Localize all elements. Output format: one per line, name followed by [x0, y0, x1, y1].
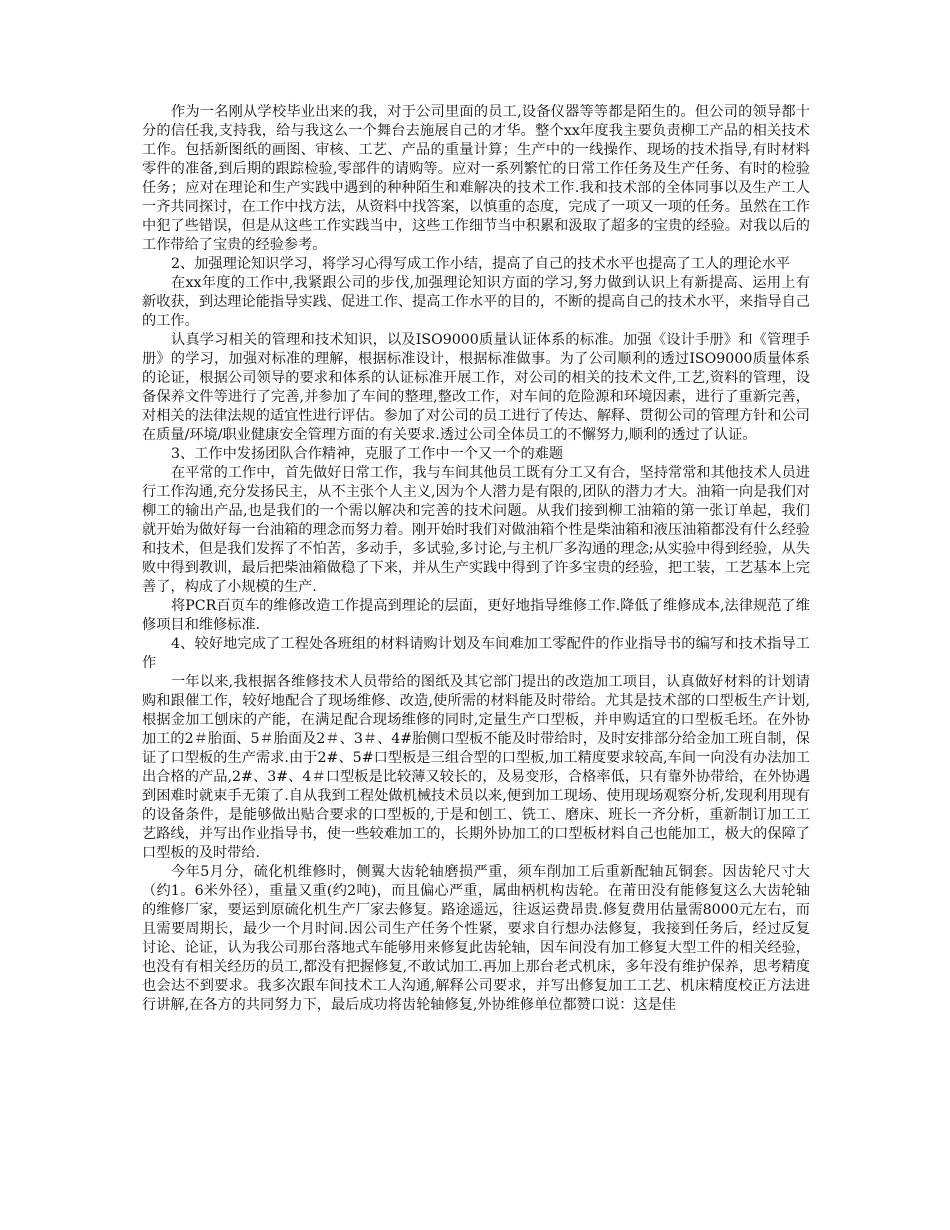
intro-paragraph: 作为一名刚从学校毕业出来的我，对于公司里面的员工,设备仪器等等都是陌生的。但公司的领导都十分的信任我,支持我，给与我这么一个舞台去施展自己的才华。整个xx年度我主要负责柳工产品的相关技术工作。包括新图纸的画图、审核、工艺、产品的重量计算；生产中的一线操作、现场的技术指导,有时材料零件的准备,到后期的跟踪检验,零部件的请购等。应对一系列繁忙的日常工作任务及生产任务、有时的检验任务；应对在理论和生产实践中遇到的种种陌生和难解决的技术工作.我和技术部的全体同事以及生产工人一齐共同探讨，在工作中找方法，从资料中找答案，以慎重的态度，完成了一项又一项的任务。虽然在工作中犯了些错误，但是从这些工作实践当中，这些工作细节当中积累和汲取了超多的宝贵的经验。对我以后的工作带给了宝贵的经验参考。 [142, 104, 810, 253]
teamwork-paragraph: 在平常的工作中，首先做好日常工作，我与车间其他员工既有分工又有合，坚持常常和其他技术人员进行工作沟通,充分发扬民主，从不主张个人主义,因为个人潜力是有限的,团队的潜力才大。油箱一向是我们对柳工的输出产品,也是我们的一个需以解决和完善的技术问题。从我们接到柳工油箱的第一张订单起，我们就开始为做好每一台油箱的理念而努力着。刚开始时我们对做油箱个性是柴油箱和液压油箱都没有什么经验和技术，但是我们发挥了不怕苦，多动手，多试验,多讨论,与主机厂多沟通的理念;从实验中得到经验，从失败中得到教训，最后把柴油箱做稳了下来，并从生产实践中得到了许多宝贵的经验，把工装，工艺基本上完善了，构成了小规模的生产. [142, 465, 810, 595]
document-body [142, 103, 810, 1015]
procurement-paragraph: 一年以来,我根据各维修技术人员带给的图纸及其它部门提出的改造加工项目，认真做好材料的计划请购和跟催工作，较好地配合了现场维修、改造,使所需的材料能及时带给。尤其是技术部的口型板生产计划,根据金加工刨床的产能，在满足配合现场维修的同时,定量生产口型板，并申购适宜的口型板毛坯。在外协加工的2＃胎面、5＃胎面及2＃、3＃、4#胎侧口型板不能及时带给时，及时安排部分给金加工班自制，保证了口型板的生产需求.由于2#、5#口型板是三组合型的口型板,加工精度要求较高,车间一向没有办法加工出合格的产品,2#、3#、4＃口型板是比较薄又较长的，及易变形，合格率低，只有靠外协带给，在外协遇到困难时就束手无策了.自从我到工程处做机械技术员以来,便到加工现场、使用现场观察分析,发现利用现有的设备条件，是能够做出贴合要求的口型板的,于是和刨工、铣工、磨床、班长一齐分析，重新制订加工工艺路线，并写出作业指导书，使一些较难加工的，长期外协加工的口型板材料自己也能加工，极大的保障了口型板的及时带给. [142, 674, 810, 861]
gear-repair-paragraph: 今年5月分，硫化机维修时，侧翼大齿轮轴磨损严重，须车削加工后重新配轴瓦铜套。因齿轮尺寸大（约1。6米外径），重量又重(约2吨)，而且偏心严重，属曲柄机构齿轮。在莆田没有能修复这么大齿轮轴的维修厂家，要运到原硫化机生产厂家去修复。路途遥远，往返运费昂贵.修复费用估量需8000元左右，而且需要周期长，最少一个月时间.因公司生产任务个性紧，要求自行想办法修复，我接到任务后，经过反复讨论、论证，认为我公司那台落地式车能够用来修复此齿轮轴，因车间没有加工修复大型工件的相关经验，也没有有相关经历的员工,都没有把握修复,不敢试加工.再加上那台老式机床，多年没有维护保养，思考精度也会达不到要求。我多次跟车间技术工人沟通,解释公司要求，并写出修复加工工艺、机床精度校正方法进行讲解,在各方的共同努力下，最后成功将齿轮轴修复,外协维修单位都赞口说：这是佳 [142, 864, 810, 1013]
section-heading-4: 4、较好地完成了工程处各班组的材料请购计划及车间难加工零配件的作业指导书的编写和技术指导工作 [142, 636, 810, 671]
iso9000-paragraph: 认真学习相关的管理和技术知识，以及ISO9000质量认证体系的标准。加强《设计手册》和《管理手册》的学习，加强对标准的理解，根据标准设计，根据标准做事。为了公司顺利的透过ISO9000质量体系的论证，根据公司领导的要求和体系的认证标准开展工作，对公司的相关的技术文件,工艺,资料的管理，设备保养文件等进行了完善,并参加了车间的整理,整改工作，对车间的危险源和环境因素，进行了重新完善，对相关的法律法规的适宜性进行评估。参加了对公司的员工进行了传达、解释、贯彻公司的管理方针和公司在质量/环境/职业健康安全管理方面的有关要求.透过公司全体员工的不懈努力,顺利的透过了认证。 [142, 332, 810, 443]
section-heading-2: 2、加强理论知识学习，将学习心得写成工作小结，提高了自己的技术水平也提高了工人的理论水平 [171, 256, 791, 272]
section-heading-3: 3、工作中发扬团队合作精神，克服了工作中一个又一个的难题 [171, 446, 564, 462]
theory-study-paragraph: 在xx年度的工作中,我紧跟公司的步伐,加强理论知识方面的学习,努力做到认识上有新提高、运用上有新收获，到达理论能指导实践、促进工作、提高工作水平的目的，不断的提高自己的技术水平，来指导自己的工作。 [142, 275, 810, 329]
pcr-paragraph: 将PCR百页车的维修改造工作提高到理论的层面，更好地指导维修工作.降低了维修成本,法律规范了维修项目和维修标准. [142, 598, 810, 633]
